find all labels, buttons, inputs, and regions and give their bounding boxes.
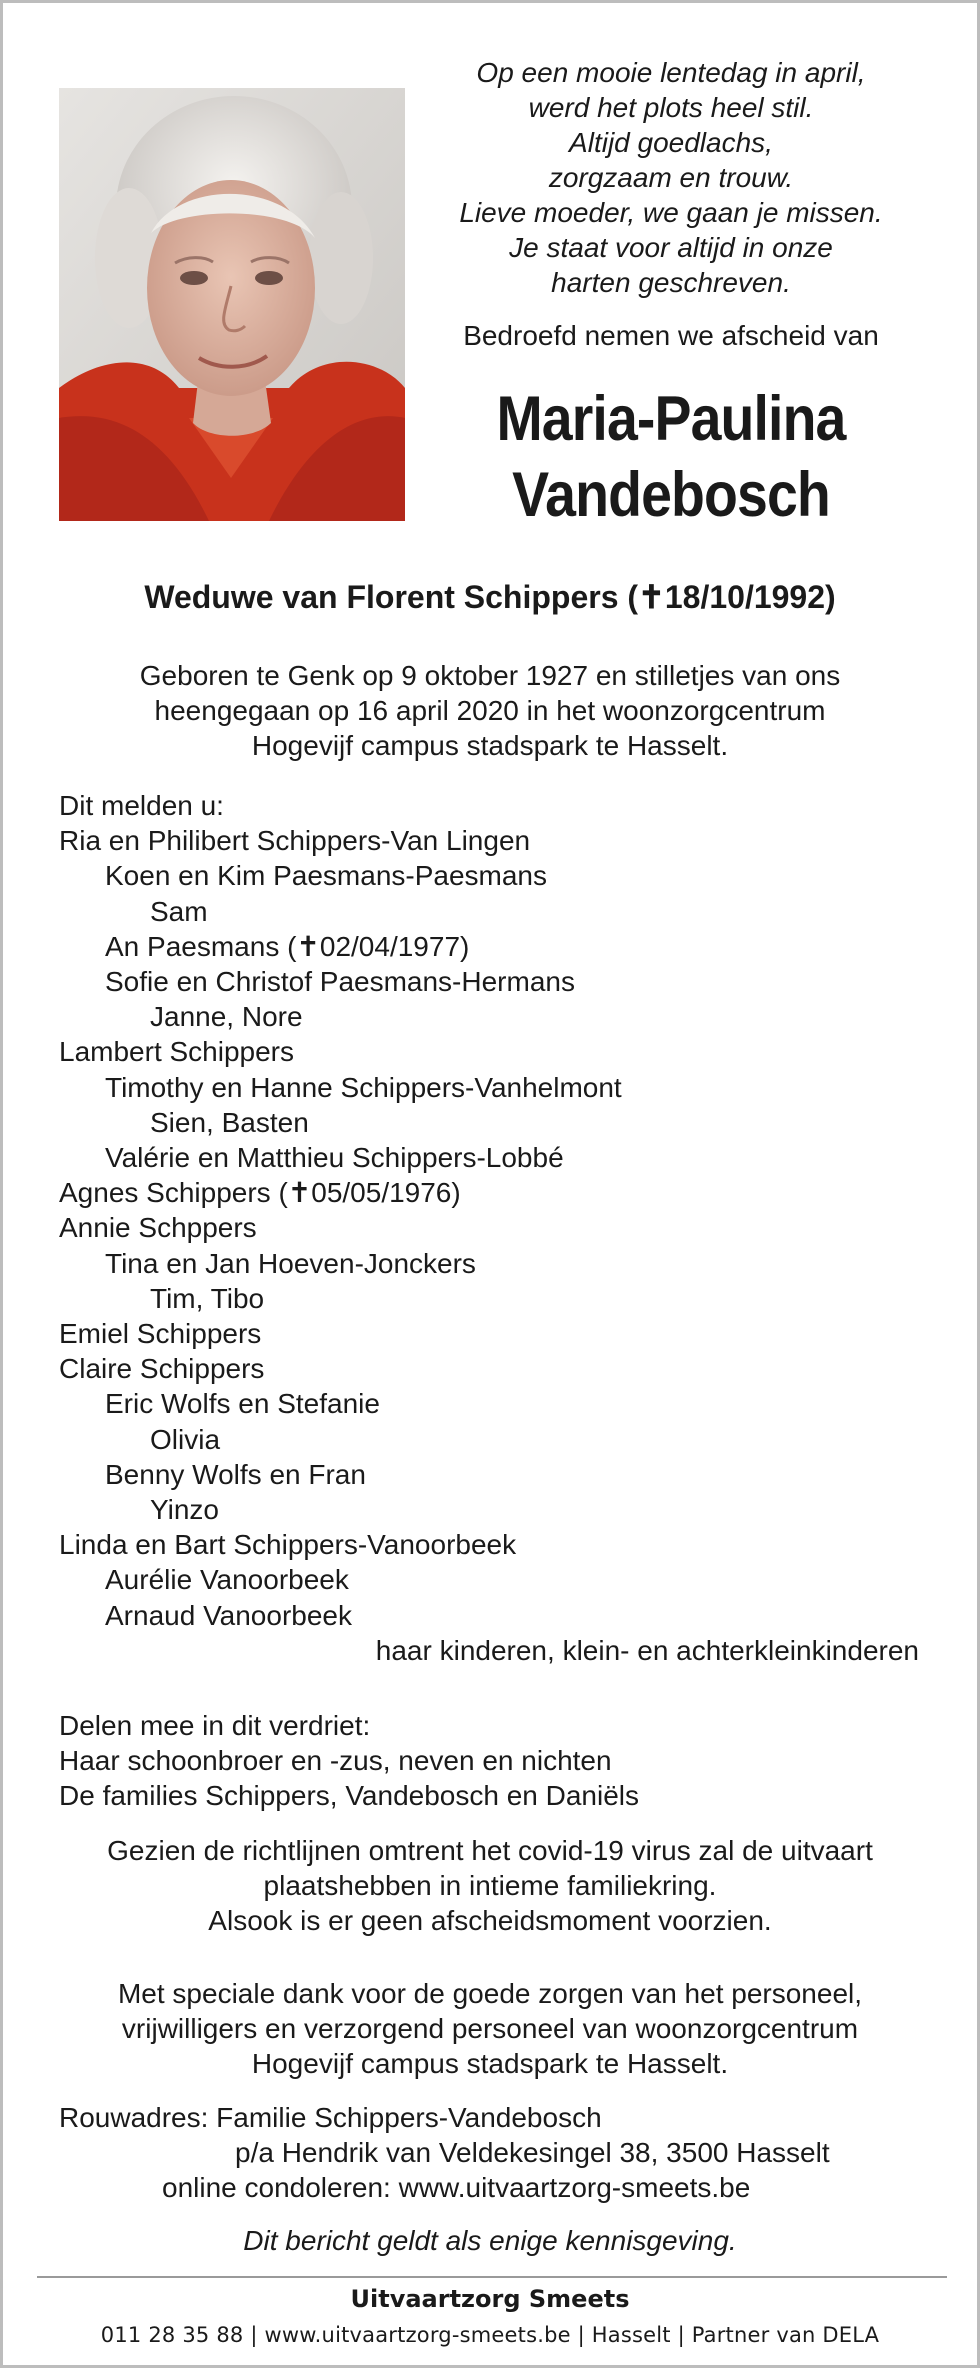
address-line: p/a Hendrik van Veldekesingel 38, 3500 Hasselt <box>235 2137 830 2168</box>
family-member: Valérie en Matthieu Schippers-Lobbé <box>105 1142 564 1174</box>
family-member: Annie Schppers <box>59 1212 257 1244</box>
poem-line: harten geschreven. <box>551 267 791 298</box>
address-line: Rouwadres: Familie Schippers-Vandebosch <box>59 2102 602 2133</box>
family-member: Sien, Basten <box>150 1106 309 1138</box>
thanks-line: Hogevijf campus stadspark te Hasselt. <box>251 2048 729 2079</box>
family-list <box>59 788 929 1668</box>
birth-death-line: Geboren te Genk op 9 oktober 1927 en stilletjes van ons <box>139 660 841 691</box>
intro-text: Bedroefd nemen we afscheid van <box>463 320 879 351</box>
poem-line: Lieve moeder, we gaan je missen. <box>459 197 883 228</box>
footer-divider <box>37 2276 947 2278</box>
family-member: Sofie en Christof Paesmans-Hermans <box>105 966 575 998</box>
covid-line: Alsook is er geen afscheidsmoment voorzien. <box>208 1905 772 1936</box>
thanks-text <box>3 1976 977 2081</box>
share-heading: Delen mee in dit verdriet: <box>59 1710 371 1741</box>
family-member: Eric Wolfs en Stefanie <box>105 1388 380 1420</box>
notice-text: Dit bericht geldt als enige kennisgeving. <box>243 2225 737 2256</box>
birth-death-line: heengegaan op 16 april 2020 in het woonzorgcentrum <box>154 695 826 726</box>
poem-line: Op een mooie lentedag in april, <box>476 57 866 88</box>
share-grief <box>59 1708 929 1813</box>
family-member: Janne, Nore <box>150 1001 303 1033</box>
condolence-link[interactable]: online condoleren: www.uitvaartzorg-smeets.be <box>162 2172 751 2203</box>
family-member: Agnes Schippers (✝05/05/1976) <box>59 1177 461 1209</box>
share-line: De families Schippers, Vandebosch en Daniëls <box>59 1780 640 1811</box>
family-member: Sam <box>150 895 208 927</box>
poem-line: Altijd goedlachs, <box>569 127 773 158</box>
deceased-last-name: Vandebosch <box>512 460 830 530</box>
covid-line: plaatshebben in intieme familiekring. <box>263 1870 717 1901</box>
family-member: Claire Schippers <box>59 1353 265 1385</box>
family-member: Olivia <box>150 1423 221 1455</box>
poem-line: zorgzaam en trouw. <box>548 162 794 193</box>
mourning-address <box>59 2100 929 2205</box>
funeral-company-name: Uitvaartzorg Smeets <box>350 2285 630 2313</box>
birth-death-line: Hogevijf campus stadspark te Hasselt. <box>251 730 729 761</box>
family-member: Koen en Kim Paesmans-Paesmans <box>105 860 547 892</box>
poem-line: Je staat voor altijd in onze <box>509 232 833 263</box>
family-heading: Dit melden u: <box>59 790 224 821</box>
family-member: Yinzo <box>150 1494 220 1526</box>
birth-death-text <box>3 658 977 763</box>
portrait-image <box>59 88 405 521</box>
thanks-line: Met speciale dank voor de goede zorgen van het personeel, <box>117 1978 863 2009</box>
family-member: Ria en Philibert Schippers-Van Lingen <box>59 825 531 857</box>
family-member: Linda en Bart Schippers-Vanoorbeek <box>59 1529 517 1561</box>
funeral-company-info: 011 28 35 88 | www.uitvaartzorg-smeets.be | Hasselt | Partner van DELA <box>100 2323 880 2347</box>
share-line: Haar schoonbroer en -zus, neven en nichten <box>59 1745 612 1776</box>
family-member: Aurélie Vanoorbeek <box>105 1564 349 1596</box>
thanks-line: vrijwilligers en verzorgend personeel van woonzorgcentrum <box>121 2013 859 2044</box>
family-member: Emiel Schippers <box>59 1318 262 1350</box>
family-member: Tina en Jan Hoeven-Jonckers <box>105 1247 476 1279</box>
deceased-first-name: Maria-Paulina <box>496 384 846 454</box>
family-closing: haar kinderen, klein- en achterkleinkinderen <box>375 1634 919 1666</box>
widow-of-line: Weduwe van Florent Schippers (✝18/10/1992) <box>144 579 836 615</box>
family-member: An Paesmans (✝02/04/1977) <box>105 930 470 962</box>
deceased-name <box>451 381 891 533</box>
family-member: Lambert Schippers <box>59 1036 295 1068</box>
family-member: Arnaud Vanoorbeek <box>105 1599 352 1631</box>
poem <box>421 55 921 300</box>
family-member: Timothy en Hanne Schippers-Vanhelmont <box>105 1071 622 1103</box>
portrait-photo <box>59 88 405 521</box>
family-member: Tim, Tibo <box>150 1282 265 1314</box>
poem-line: werd het plots heel stil. <box>528 92 814 123</box>
covid-notice <box>3 1833 977 1938</box>
family-member: Benny Wolfs en Fran <box>105 1458 366 1490</box>
covid-line: Gezien de richtlijnen omtrent het covid-19 virus zal de uitvaart <box>107 1835 873 1866</box>
